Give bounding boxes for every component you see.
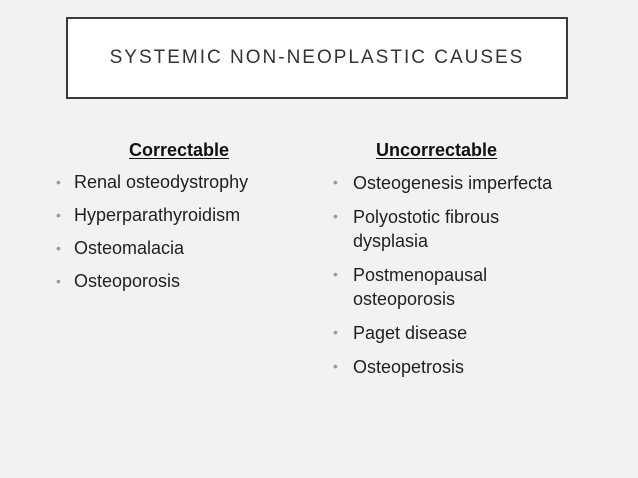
bullet-icon: • [333,174,338,190]
list-item-text: Osteomalacia [74,238,185,258]
title-box [66,17,568,99]
list-item-text: Renal osteodystrophy [74,172,249,192]
bullet-icon: • [56,174,61,190]
list-item [333,321,573,345]
uncorrectable-column [333,140,573,389]
list-item-text: Osteogenesis imperfecta [353,173,553,193]
list-item [333,205,573,253]
list-item [333,355,573,379]
bullet-icon: • [333,208,338,224]
list-item-text: Osteoporosis [74,271,181,291]
list-item [56,270,306,292]
bullet-icon: • [56,240,61,256]
bullet-icon: • [333,324,338,340]
bullet-icon: • [56,273,61,289]
list-item [56,171,306,193]
list-item [333,171,573,195]
bullet-icon: • [333,358,338,374]
uncorrectable-heading: Uncorrectable [376,140,498,160]
list-item [56,204,306,226]
slide-title: SYSTEMIC NON-NEOPLASTIC CAUSES [109,47,525,68]
correctable-column [56,140,306,303]
bullet-icon: • [333,266,338,282]
correctable-list [56,171,306,292]
list-item-text: Paget disease [353,323,468,343]
uncorrectable-list [333,171,573,379]
list-item-text: Polyostotic fibrous dysplasia [353,207,500,251]
correctable-heading: Correctable [129,140,230,160]
list-item-text: Osteopetrosis [353,357,465,377]
list-item [56,237,306,259]
list-item-text: Postmenopausal osteoporosis [353,265,488,309]
list-item [333,263,573,311]
list-item-text: Hyperparathyroidism [74,205,241,225]
bullet-icon: • [56,207,61,223]
